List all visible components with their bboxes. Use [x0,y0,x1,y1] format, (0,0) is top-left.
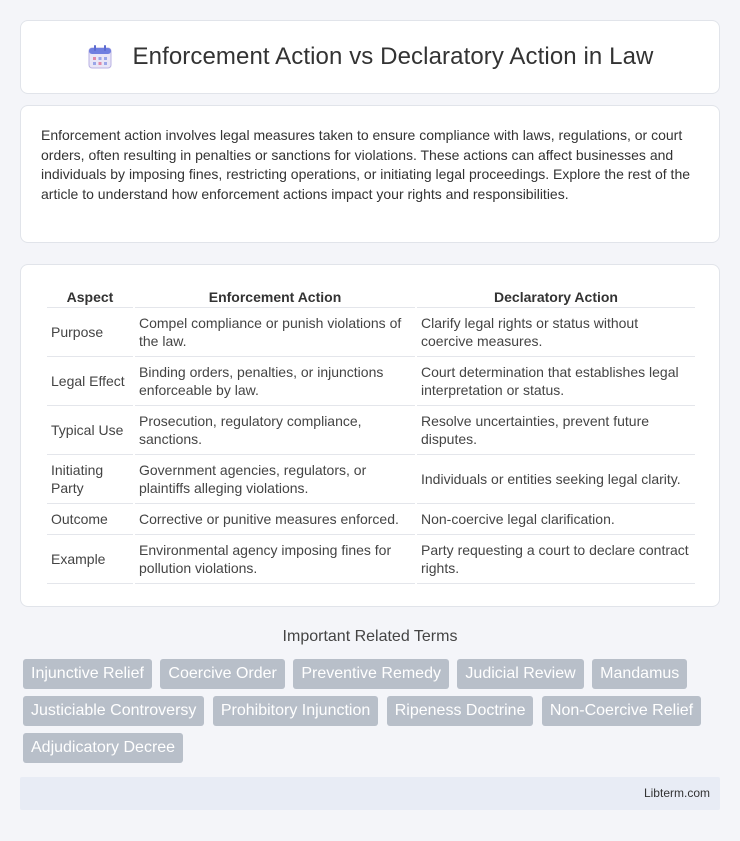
term-tag[interactable]: Ripeness Doctrine [387,696,534,726]
page-title: Enforcement Action vs Declaratory Action in Law [132,43,654,70]
cell-enforcement: Binding orders, penalties, or injunctions enforceable by law. [135,357,415,406]
cell-enforcement: Prosecution, regulatory compliance, sanctions. [135,406,415,455]
footer-site-link[interactable]: Libterm.com [643,786,710,800]
table-row [47,357,695,406]
cell-declaratory: Resolve uncertainties, prevent future disputes. [417,406,695,455]
intro-card [20,105,720,243]
cell-aspect: Initiating Party [47,455,133,504]
cell-aspect: Legal Effect [47,357,133,406]
cell-declaratory: Clarify legal rights or status without coercive measures. [417,308,695,357]
comparison-card [20,264,720,607]
term-tag[interactable]: Injunctive Relief [23,659,152,689]
cell-aspect: Example [47,535,133,584]
table-row [47,455,695,504]
header-enforcement: Enforcement Action [135,285,415,308]
cell-enforcement: Compel compliance or punish violations of the law. [135,308,415,357]
title-card [20,20,720,94]
intro-text: Enforcement action involves legal measures taken to ensure compliance with laws, regulations, or court orders, often resulting in penalties or sanctions for violations. These actions can affect businesses and individuals by imposing fines, restricting operations, or initiating legal proceedings. Explore the rest of the article to understand how enforcement actions impact your rights and responsibilities. [41,127,691,202]
term-tag[interactable]: Judicial Review [457,659,583,689]
cell-declaratory: Party requesting a court to declare contract rights. [417,535,695,584]
cell-declaratory: Court determination that establishes legal interpretation or status. [417,357,695,406]
term-tag[interactable]: Justiciable Controversy [23,696,204,726]
cell-aspect: Purpose [47,308,133,357]
term-tag[interactable]: Preventive Remedy [293,659,449,689]
cell-enforcement: Corrective or punitive measures enforced. [135,504,415,535]
related-terms-list [23,659,723,770]
related-terms-heading: Important Related Terms [282,628,458,645]
cell-declaratory: Individuals or entities seeking legal clarity. [417,455,695,504]
calendar-icon [87,44,113,70]
term-tag[interactable]: Prohibitory Injunction [213,696,378,726]
table-row [47,308,695,357]
cell-declaratory: Non-coercive legal clarification. [417,504,695,535]
cell-enforcement: Environmental agency imposing fines for pollution violations. [135,535,415,584]
header-declaratory: Declaratory Action [417,285,695,308]
table-row [47,504,695,535]
cell-aspect: Outcome [47,504,133,535]
term-tag[interactable]: Coercive Order [160,659,284,689]
footer [20,777,720,810]
comparison-table [45,285,697,584]
header-aspect: Aspect [47,285,133,308]
cell-aspect: Typical Use [47,406,133,455]
term-tag[interactable]: Non-Coercive Relief [542,696,701,726]
term-tag[interactable]: Mandamus [592,659,687,689]
table-row [47,406,695,455]
table-row [47,535,695,584]
cell-enforcement: Government agencies, regulators, or plaintiffs alleging violations. [135,455,415,504]
term-tag[interactable]: Adjudicatory Decree [23,733,183,763]
